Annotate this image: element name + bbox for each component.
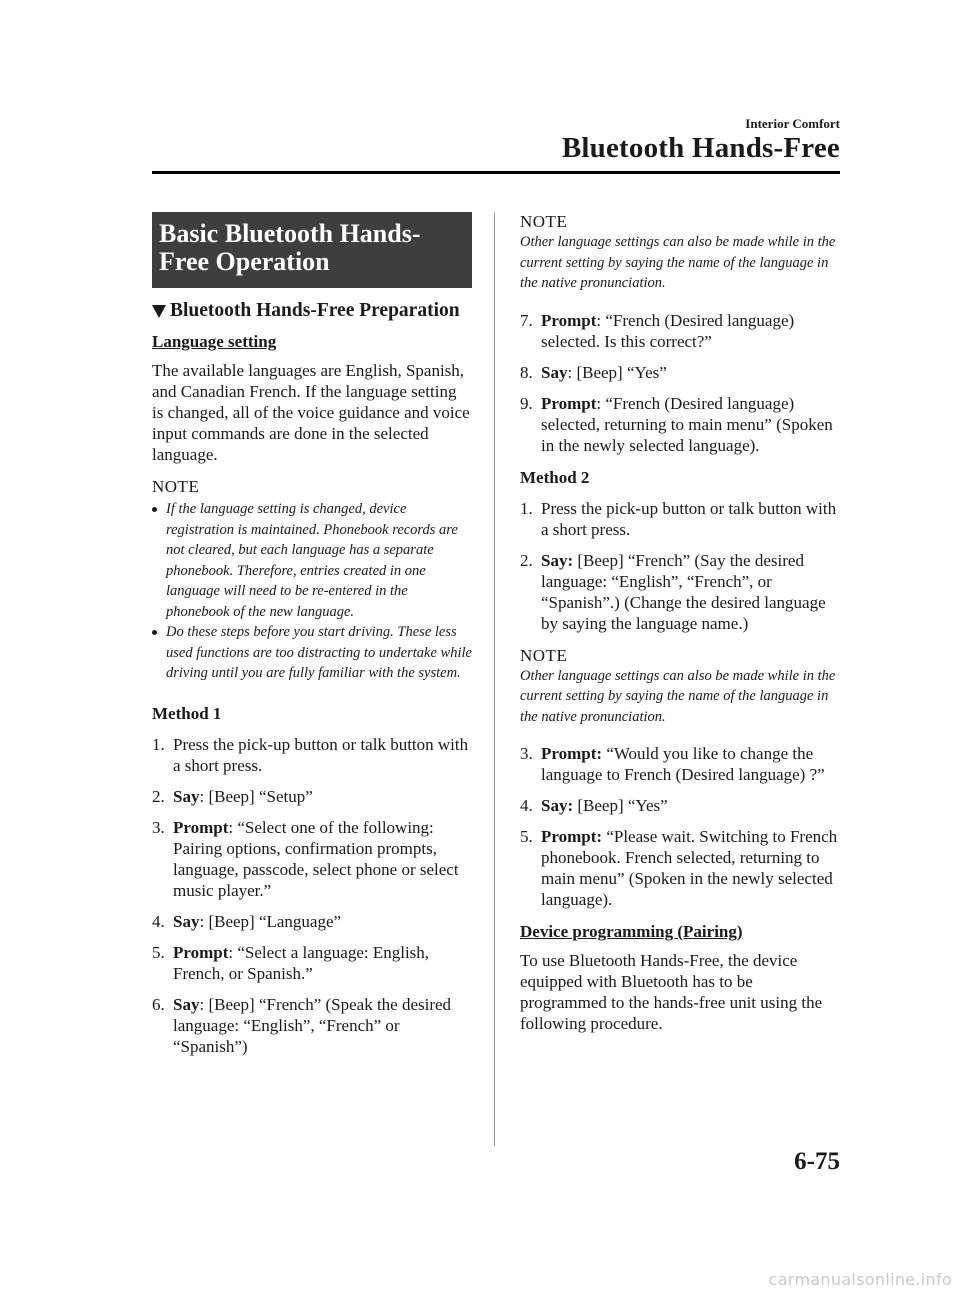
header-rule	[152, 171, 840, 174]
banner-line-2: Free Operation	[159, 247, 330, 276]
step-keyword: Prompt	[173, 817, 229, 837]
step-keyword: Say	[173, 786, 200, 806]
step-keyword: Prompt:	[541, 744, 603, 763]
note-label: NOTE	[152, 477, 200, 496]
column-divider	[494, 212, 495, 1146]
step	[520, 826, 842, 910]
step-text: “Please wait. Switching to French phonebook. French selected, returning to main menu” (Spoken in the newly selected language).	[541, 827, 838, 909]
step-text: : [Beep] “Yes”	[567, 362, 667, 382]
note-label: NOTE	[520, 645, 568, 665]
note-item	[152, 622, 472, 684]
step-keyword: Say	[173, 994, 200, 1014]
step-number: 5.	[520, 827, 533, 846]
triangle-down-icon	[152, 305, 166, 318]
pairing-heading: Device programming (Pairing)	[520, 922, 743, 941]
step	[520, 310, 842, 352]
step-keyword: Say:	[541, 550, 574, 570]
step-text: Press the pick-up button or talk button with a short press.	[541, 498, 837, 539]
step-text: [Beep] “French” (Say the desired language: “English”, “French”, or “Spanish”.) (Change the desired language by saying the language name.)	[541, 550, 826, 633]
step-text: : [Beep] “French” (Speak the desired language: “English”, “French” or “Spanish”)	[173, 994, 452, 1056]
note-item-text: Do these steps before you start driving. These less used functions are too distracting to undertake while driving until you are fully familiar with the system.	[166, 624, 472, 681]
banner-line-1: Basic Bluetooth Hands-	[159, 219, 421, 248]
pairing-paragraph: To use Bluetooth Hands-Free, the device equipped with Bluetooth has to be programmed to the hands-free unit using the following procedure.	[520, 951, 823, 1033]
page-number: 6-75	[794, 1148, 840, 1175]
left-column	[152, 212, 472, 1057]
bullet-icon	[152, 507, 157, 512]
step-number: 7.	[520, 310, 533, 330]
step	[520, 362, 842, 383]
right-column	[520, 212, 842, 1034]
step-number: 3.	[520, 744, 533, 763]
step-number: 1.	[152, 734, 165, 754]
method-1-label: Method 1	[152, 703, 222, 723]
sub-heading	[152, 300, 472, 322]
step	[152, 817, 472, 901]
step-number: 3.	[152, 817, 165, 837]
section-banner	[152, 212, 472, 288]
step	[520, 743, 842, 785]
method-2-label: Method 2	[520, 467, 590, 487]
step-keyword: Prompt	[541, 393, 597, 413]
step-text: : [Beep] “Setup”	[199, 786, 313, 806]
note-item-text: If the language setting is changed, device registration is maintained. Phonebook records are not cleared, but each language has a separate phonebook. Therefore, entries created in one language will need to be re-entered in the phonebook of the new language.	[166, 501, 458, 620]
note-text: Other language settings can also be made while in the current setting by saying the name of the language in the native pronunciation.	[520, 667, 836, 725]
step	[520, 795, 842, 816]
step-text: : “French (Desired language) selected, returning to main menu” (Spoken in the newly selected language).	[541, 393, 833, 455]
intro-paragraph: The available languages are English, Spanish, and Canadian French. If the language setting is changed, all of the voice guidance and voice input commands are done in the selected language.	[152, 361, 470, 464]
step-keyword: Prompt	[541, 310, 597, 330]
step-number: 6.	[152, 994, 165, 1014]
step-number: 4.	[152, 911, 165, 931]
note-text: Other language settings can also be made while in the current setting by saying the name of the language in the native pronunciation.	[520, 234, 836, 291]
step	[520, 393, 842, 456]
step-number: 8.	[520, 362, 533, 382]
step	[152, 911, 472, 932]
step-keyword: Say	[173, 911, 200, 931]
language-setting-heading: Language setting	[152, 332, 277, 351]
step-text: : “Select one of the following: Pairing options, confirmation prompts, language, passcode, select phone or select music player.”	[173, 817, 459, 900]
step	[520, 550, 842, 634]
step-number: 1.	[520, 498, 533, 518]
note-label: NOTE	[520, 212, 568, 231]
step	[152, 734, 472, 776]
watermark: carmanualsonline.info	[768, 1270, 952, 1289]
step-text: Press the pick-up button or talk button with a short press.	[173, 734, 469, 775]
step-number: 2.	[152, 786, 165, 806]
step-keyword: Prompt	[173, 942, 229, 962]
step	[520, 498, 842, 540]
page-title: Bluetooth Hands-Free	[561, 132, 840, 164]
bullet-icon	[152, 630, 157, 635]
step-text: [Beep] “Yes”	[573, 796, 668, 815]
sub-heading-text: Bluetooth Hands-Free Preparation	[170, 300, 460, 321]
note-item	[152, 499, 472, 622]
step-number: 4.	[520, 796, 533, 815]
step-number: 5.	[152, 942, 165, 962]
header-section: Interior Comfort	[745, 116, 840, 131]
step-number: 9.	[520, 393, 533, 413]
step-keyword: Say	[541, 362, 568, 382]
step-number: 2.	[520, 550, 533, 570]
step-text: : “French (Desired language) selected. Is this correct?”	[541, 310, 795, 351]
step	[152, 942, 472, 984]
step	[152, 786, 472, 807]
step-keyword: Say:	[541, 796, 574, 815]
step-text: : [Beep] “Language”	[199, 911, 342, 931]
step-text: “Would you like to change the language to French (Desired language) ?”	[541, 744, 825, 784]
step-keyword: Prompt:	[541, 827, 603, 846]
step	[152, 994, 472, 1057]
step-text: : “Select a language: English, French, or Spanish.”	[173, 942, 430, 983]
